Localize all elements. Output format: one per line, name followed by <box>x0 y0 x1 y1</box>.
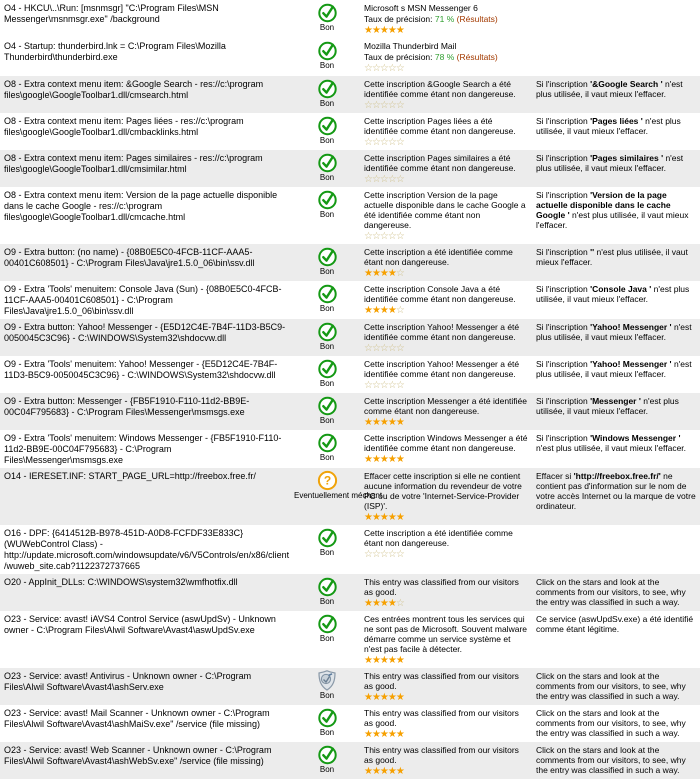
status-label: Bon <box>319 765 335 774</box>
advice-text-pre: Click on the stars and look at the comments from our visitors, to see, why the entry was classified in such a way. <box>536 671 686 701</box>
advice-text-post: ne contient pas d'information sur le nom de votre accès Internet ou la marque de votre ordinateur. <box>536 471 696 511</box>
advice-text-post: n'est plus utilisée, il vaut mieux l'effacer. <box>536 284 690 304</box>
advice-cell <box>532 244 700 269</box>
description-text: Cette inscription Pages liées a été identifiée comme étant non dangereuse. <box>364 116 516 136</box>
status-cell <box>294 742 360 776</box>
stars-empty: ☆☆☆☆☆ <box>364 100 404 111</box>
status-label: Bon <box>319 453 335 462</box>
advice-text-bold: 'Yahoo! Messenger ' <box>590 359 672 369</box>
advice-cell <box>532 76 700 101</box>
status-good-icon <box>294 115 360 136</box>
status-good-icon <box>294 613 360 634</box>
star-rating[interactable] <box>364 454 528 465</box>
entry-text: O8 - Extra context menu item: &Google Search - res://c:\program files\google\GoogleToolbar1.dll/cmsearch.html <box>4 79 264 100</box>
status-label: Bon <box>319 304 335 313</box>
description-cell <box>360 525 532 562</box>
advice-cell <box>532 430 700 455</box>
advice-text-pre: Si l'inscription <box>536 322 591 332</box>
advice-text-post: n'est plus utilisée, il vaut mieux l'effacer. <box>536 79 683 99</box>
entry-text: O9 - Extra 'Tools' menuitem: Yahoo! Messenger - {E5D12C4E-7B4F-11D3-B5C9-0050045C3C96} - C:\WINDOWS\System32\shdocvw.dll <box>4 359 278 380</box>
advice-cell <box>532 393 700 418</box>
entry-text: O8 - Extra context menu item: Pages liées - res://c:\program files\google\GoogleToolbar1.dll/cmbacklinks.html <box>4 116 244 137</box>
table-row <box>0 244 700 281</box>
status-good-icon <box>294 321 360 342</box>
description-text: Effacer cette inscription si elle ne contient aucune information du revendeur de votre PC ou de votre 'Internet-Service-Provider (ISP)'. <box>364 471 522 511</box>
advice-text-bold: 'http://freebox.free.fr/' <box>573 471 661 481</box>
star-rating[interactable] <box>364 268 528 279</box>
status-cell <box>294 356 360 390</box>
table-row <box>0 0 700 38</box>
status-label: Bon <box>319 597 335 606</box>
status-good-icon <box>294 40 360 61</box>
stars-filled: ★★★★★ <box>364 512 404 523</box>
description-text: Cette inscription a été identifiée comme étant non dangereuse. <box>364 528 513 548</box>
stars-filled: ★★★★★ <box>364 729 404 740</box>
advice-cell <box>532 468 700 513</box>
advice-text-post: n'est plus utilisée, il vaut mieux l'effacer. <box>536 359 692 379</box>
status-label: Bon <box>319 691 335 700</box>
advice-text-pre: Si l'inscription <box>536 433 591 443</box>
status-cell <box>294 525 360 559</box>
description-cell <box>360 113 532 150</box>
description-cell <box>360 187 532 244</box>
entry-text: O23 - Service: avast! Antivirus - Unknown owner - C:\Program Files\Alwil Software\Avast4\ashServ.exe <box>4 671 252 692</box>
advice-text-post: n'est plus utilisée, il vaut mieux l'effacer. <box>536 396 679 416</box>
star-rating[interactable] <box>364 729 528 740</box>
star-rating[interactable] <box>364 417 528 428</box>
advice-text-bold: 'Yahoo! Messenger ' <box>590 322 672 332</box>
star-rating[interactable] <box>364 766 528 777</box>
advice-text-post: n'est plus utilisée, il vaut mieux l'effacer. <box>536 153 684 173</box>
status-good-icon <box>294 78 360 99</box>
description-text: Cette inscription Pages similaires a été identifiée comme étant non dangereuse. <box>364 153 516 173</box>
description-text: Cette inscription &Google Search a été identifiée comme étant non dangereuse. <box>364 79 516 99</box>
description-cell <box>360 281 532 318</box>
advice-cell <box>532 668 700 703</box>
stars-empty: ☆☆☆☆☆ <box>364 343 404 354</box>
description-cell <box>360 742 532 779</box>
status-label: Bon <box>319 379 335 388</box>
star-rating[interactable] <box>364 380 528 391</box>
entry-text: O4 - Startup: thunderbird.lnk = C:\Program Files\Mozilla Thunderbird\thunderbird.exe <box>4 41 226 62</box>
stars-empty: ☆☆☆☆☆ <box>364 174 404 185</box>
advice-text-pre: Effacer si <box>536 471 574 481</box>
advice-text-bold: 'Pages similaires ' <box>590 153 664 163</box>
star-rating[interactable] <box>364 692 528 703</box>
description-text: Cette inscription Console Java a été identifiée comme étant non dangereuse. <box>364 284 516 304</box>
status-label: Bon <box>319 267 335 276</box>
status-good-icon <box>294 152 360 173</box>
table-row <box>0 187 700 244</box>
advice-cell <box>532 113 700 138</box>
advice-cell <box>532 319 700 344</box>
advice-cell <box>532 742 700 777</box>
advice-text-pre: Ce service (aswUpdSv.exe) a été identifié comme étant légitime. <box>536 614 694 634</box>
table-row <box>0 742 700 779</box>
stars-filled: ★★★★★ <box>364 417 404 428</box>
table-row <box>0 356 700 393</box>
status-label: Bon <box>319 634 335 643</box>
precision-label: Taux de précision: <box>364 14 433 24</box>
status-cell <box>294 187 360 221</box>
stars-empty: ☆☆☆☆☆ <box>364 63 404 74</box>
status-label: Bon <box>319 61 335 70</box>
description-cell <box>360 319 532 356</box>
status-label: Bon <box>319 136 335 145</box>
table-row <box>0 113 700 150</box>
status-cell <box>294 0 360 34</box>
advice-cell <box>532 38 700 43</box>
stars-filled: ★★★★★ <box>364 655 404 666</box>
stars-empty: ☆☆☆☆☆ <box>364 231 404 242</box>
advice-cell <box>532 525 700 530</box>
star-rating[interactable] <box>364 174 528 185</box>
description-cell <box>360 468 532 525</box>
precision-line <box>364 14 528 24</box>
entry-text: O20 - AppInit_DLLs: C:\WINDOWS\system32\wmfhotfix.dll <box>4 577 238 587</box>
description-cell <box>360 574 532 611</box>
advice-text-post: n'est plus utilisée, il vaut mieux l'effacer. <box>536 443 687 453</box>
status-cell <box>294 574 360 608</box>
description-cell <box>360 611 532 668</box>
svg-text:?: ? <box>323 473 331 488</box>
entry-text: O23 - Service: avast! iAVS4 Control Service (aswUpdSv) - Unknown owner - C:\Program Files\Alwil Software\Avast4\aswUpdSv.exe <box>4 614 276 635</box>
star-rating[interactable] <box>364 25 528 36</box>
star-rating[interactable] <box>364 137 528 148</box>
status-good-icon <box>294 576 360 597</box>
status-good-icon <box>294 246 360 267</box>
status-cell <box>294 150 360 184</box>
status-cell <box>294 468 383 502</box>
entry-text: O23 - Service: avast! Web Scanner - Unknown owner - C:\Program Files\Alwil Software\Avast4\ashWebSv.exe" /service (file missing) <box>4 745 272 766</box>
advice-text-pre: Si l'inscription <box>536 284 591 294</box>
description-cell <box>360 0 532 38</box>
stars-empty: ☆☆☆☆☆ <box>364 137 404 148</box>
status-label: Bon <box>319 23 335 32</box>
status-good-icon <box>294 2 360 23</box>
advice-cell <box>532 574 700 609</box>
entry-text: O8 - Extra context menu item: Pages similaires - res://c:\program files\google\GoogleToolbar1.dll/cmsimilar.html <box>4 153 263 174</box>
advice-text-bold: '&Google Search ' <box>590 79 663 89</box>
product-name: Microsoft s MSN Messenger 6 <box>364 3 478 13</box>
status-cell <box>294 76 360 110</box>
stars-empty: ☆ <box>395 268 404 279</box>
description-cell <box>360 393 532 430</box>
status-good-icon <box>294 395 360 416</box>
advice-text-post: n'est plus utilisée, il vaut mieux l'effacer. <box>536 247 688 267</box>
status-label: Eventuellement méchant <box>294 491 383 500</box>
table-row <box>0 430 700 468</box>
advice-text-pre: Si l'inscription <box>536 153 591 163</box>
entry-text: O9 - Extra button: (no name) - {08B0E5C0-4FCB-11CF-AAA5-00401C608501} - C:\Program Files\Java\jre1.5.0_06\bin\ssv.dll <box>4 247 255 268</box>
advice-text-pre: Click on the stars and look at the comments from our visitors, to see, why the entry was classified in such a way. <box>536 708 686 738</box>
advice-text-post: n'est plus utilisée, il vaut mieux l'effacer. <box>536 322 692 342</box>
advice-cell <box>532 611 700 636</box>
description-cell <box>360 38 532 76</box>
status-label: Bon <box>319 728 335 737</box>
table-row <box>0 319 700 356</box>
advice-text-bold: 'Windows Messenger ' <box>590 433 681 443</box>
description-text: Cette inscription Version de la page actuelle disponible dans le cache Google a été identifiée comme étant non dangereuse. <box>364 190 526 230</box>
table-row <box>0 38 700 76</box>
description-text: Cette inscription Yahoo! Messenger a été identifiée comme étant non dangereuse. <box>364 359 520 379</box>
description-cell <box>360 705 532 742</box>
description-text: Cette inscription Windows Messenger a été identifiée comme étant non dangereuse. <box>364 433 528 453</box>
star-rating[interactable] <box>364 598 528 609</box>
stars-filled: ★★★★ <box>364 268 396 279</box>
table-row <box>0 393 700 430</box>
advice-cell <box>532 0 700 5</box>
advice-text-pre: Si l'inscription <box>536 396 591 406</box>
stars-empty: ☆ <box>395 598 404 609</box>
status-good-icon <box>294 189 360 210</box>
status-label: Bon <box>319 173 335 182</box>
description-text: Cette inscription Yahoo! Messenger a été identifiée comme étant non dangereuse. <box>364 322 520 342</box>
description-cell <box>360 244 532 281</box>
description-text: Cette inscription a été identifiée comme étant non dangereuse. <box>364 247 513 267</box>
entry-text: O9 - Extra 'Tools' menuitem: Console Java (Sun) - {08B0E5C0-4FCB-11CF-AAA5-00401C608501} - C:\Program Files\Java\jre1.5.0_06\bin\ssv.dll <box>4 284 282 316</box>
star-rating[interactable] <box>364 231 528 242</box>
status-cell <box>294 668 360 702</box>
advice-cell <box>532 150 700 175</box>
entry-text: O23 - Service: avast! Mail Scanner - Unknown owner - C:\Program Files\Alwil Software\Avast4\ashMaiSv.exe" /service (file missing) <box>4 708 270 729</box>
table-row <box>0 668 700 705</box>
star-rating[interactable] <box>364 100 528 111</box>
entry-text: O8 - Extra context menu item: Version de la page actuelle disponible dans le cache Google - res://c:\program files\google\GoogleToolbar1.dll/cmcache.html <box>4 190 278 222</box>
status-cell <box>294 393 360 427</box>
status-label: Bon <box>319 342 335 351</box>
status-cell <box>294 705 360 739</box>
advice-text-pre: Si l'inscription <box>536 247 591 257</box>
stars-filled: ★★★★ <box>364 305 396 316</box>
advice-cell <box>532 705 700 740</box>
stars-empty: ☆☆☆☆☆ <box>364 549 404 560</box>
advice-text-bold: 'Console Java ' <box>590 284 652 294</box>
advice-text-pre: Click on the stars and look at the comments from our visitors, to see, why the entry was classified in such a way. <box>536 577 686 607</box>
advice-text-pre: Si l'inscription <box>536 190 591 200</box>
precision-value: 78 % <box>434 52 455 62</box>
stars-filled: ★★★★ <box>364 598 396 609</box>
advice-cell <box>532 356 700 381</box>
stars-filled: ★★★★★ <box>364 766 404 777</box>
description-cell <box>360 76 532 113</box>
entry-text: O14 - IERESET.INF: START_PAGE_URL=http://freebox.free.fr/ <box>4 471 256 481</box>
table-row <box>0 468 700 525</box>
table-row <box>0 574 700 611</box>
stars-empty: ☆ <box>395 305 404 316</box>
advice-text-bold: 'Version de la page actuelle disponible dans le cache Google ' <box>536 190 671 220</box>
description-text: This entry was classified from our visitors as good. <box>364 671 519 691</box>
entry-text: O4 - HKCU\..\Run: [msnmsgr] "C:\Program Files\MSN Messenger\msnmsgr.exe" /background <box>4 3 219 24</box>
status-cell <box>294 281 360 315</box>
stars-filled: ★★★★★ <box>364 454 404 465</box>
description-cell <box>360 150 532 187</box>
star-rating[interactable] <box>364 305 528 316</box>
star-rating[interactable] <box>364 512 528 523</box>
results-link[interactable]: (Résultats) <box>456 52 498 62</box>
advice-text-bold: 'Messenger ' <box>590 396 641 406</box>
shield-icon <box>294 670 360 691</box>
status-cell <box>294 611 360 645</box>
status-cell <box>294 38 360 72</box>
status-cell <box>294 113 360 147</box>
advice-text-post: n'est plus utilisée, il vaut mieux l'effacer. <box>536 210 689 230</box>
table-row <box>0 525 700 574</box>
stars-filled: ★★★★★ <box>364 25 404 36</box>
status-cell <box>294 430 360 464</box>
precision-line <box>364 52 528 62</box>
precision-label: Taux de précision: <box>364 52 433 62</box>
precision-value: 71 % <box>434 14 455 24</box>
description-cell <box>360 668 532 705</box>
advice-text-post: n'est plus utilisée, il vaut mieux l'effacer. <box>536 116 681 136</box>
entry-text: O9 - Extra button: Messenger - {FB5F1910-F110-11d2-BB9E-00C04F795683} - C:\Program Files\Messenger\msmsgs.exe <box>4 396 250 417</box>
advice-text-pre: Si l'inscription <box>536 116 591 126</box>
status-good-icon <box>294 283 360 304</box>
status-good-icon <box>294 707 360 728</box>
description-text: Ces entrées montrent tous les services qui ne sont pas de Microsoft. Souvent malware démarre comme un service système et n'est pas facile à détecter. <box>364 614 527 654</box>
status-good-icon <box>294 744 360 765</box>
advice-text-bold: 'Pages liées ' <box>590 116 643 126</box>
description-cell <box>360 356 532 393</box>
description-text: This entry was classified from our visitors as good. <box>364 745 519 765</box>
advice-cell <box>532 187 700 232</box>
star-rating[interactable] <box>364 655 528 666</box>
stars-empty: ☆☆☆☆☆ <box>364 380 404 391</box>
status-good-icon <box>294 358 360 379</box>
advice-text-pre: Click on the stars and look at the comments from our visitors, to see, why the entry was classified in such a way. <box>536 745 686 775</box>
table-row <box>0 76 700 113</box>
status-label: Bon <box>319 548 335 557</box>
advice-cell <box>532 281 700 306</box>
stars-filled: ★★★★★ <box>364 692 404 703</box>
status-cell <box>294 319 360 353</box>
status-good-icon <box>294 432 360 453</box>
table-row <box>0 281 700 319</box>
description-cell <box>360 430 532 467</box>
description-text: Cette inscription Messenger a été identifiée comme étant non dangereuse. <box>364 396 528 416</box>
status-label: Bon <box>319 99 335 108</box>
star-rating[interactable] <box>364 549 528 560</box>
advice-text-pre: Si l'inscription <box>536 79 591 89</box>
status-cell <box>294 244 360 278</box>
status-label: Bon <box>319 416 335 425</box>
product-name: Mozilla Thunderbird Mail <box>364 41 457 51</box>
star-rating[interactable] <box>364 343 528 354</box>
table-row <box>0 611 700 668</box>
star-rating[interactable] <box>364 63 528 74</box>
description-text: This entry was classified from our visitors as good. <box>364 708 519 728</box>
entry-text: O9 - Extra 'Tools' menuitem: Windows Messenger - {FB5F1910-F110-11d2-BB9E-00C04F795683} - C:\Program Files\Messenger\msmsgs.exe <box>4 433 282 465</box>
advice-text-bold: '' <box>590 247 595 257</box>
status-label: Bon <box>319 210 335 219</box>
entry-text: O9 - Extra button: Yahoo! Messenger - {E5D12C4E-7B4F-11D3-B5C9-0050045C3C96} - C:\WINDOWS\System32\shdocvw.dll <box>4 322 286 343</box>
entry-text: O16 - DPF: {6414512B-B978-451D-A0D8-FCFDF33E833C} (WUWebControl Class) - http://update.microsoft.com/windowsupdate/v6/V5Controls/en/x86/client/wuweb_site.cab?1122372737665 <box>4 528 290 571</box>
advice-text-pre: Si l'inscription <box>536 359 591 369</box>
description-text: This entry was classified from our visitors as good. <box>364 577 519 597</box>
table-row <box>0 705 700 742</box>
table-row <box>0 150 700 187</box>
status-question-icon <box>294 470 360 491</box>
results-link[interactable]: (Résultats) <box>456 14 498 24</box>
